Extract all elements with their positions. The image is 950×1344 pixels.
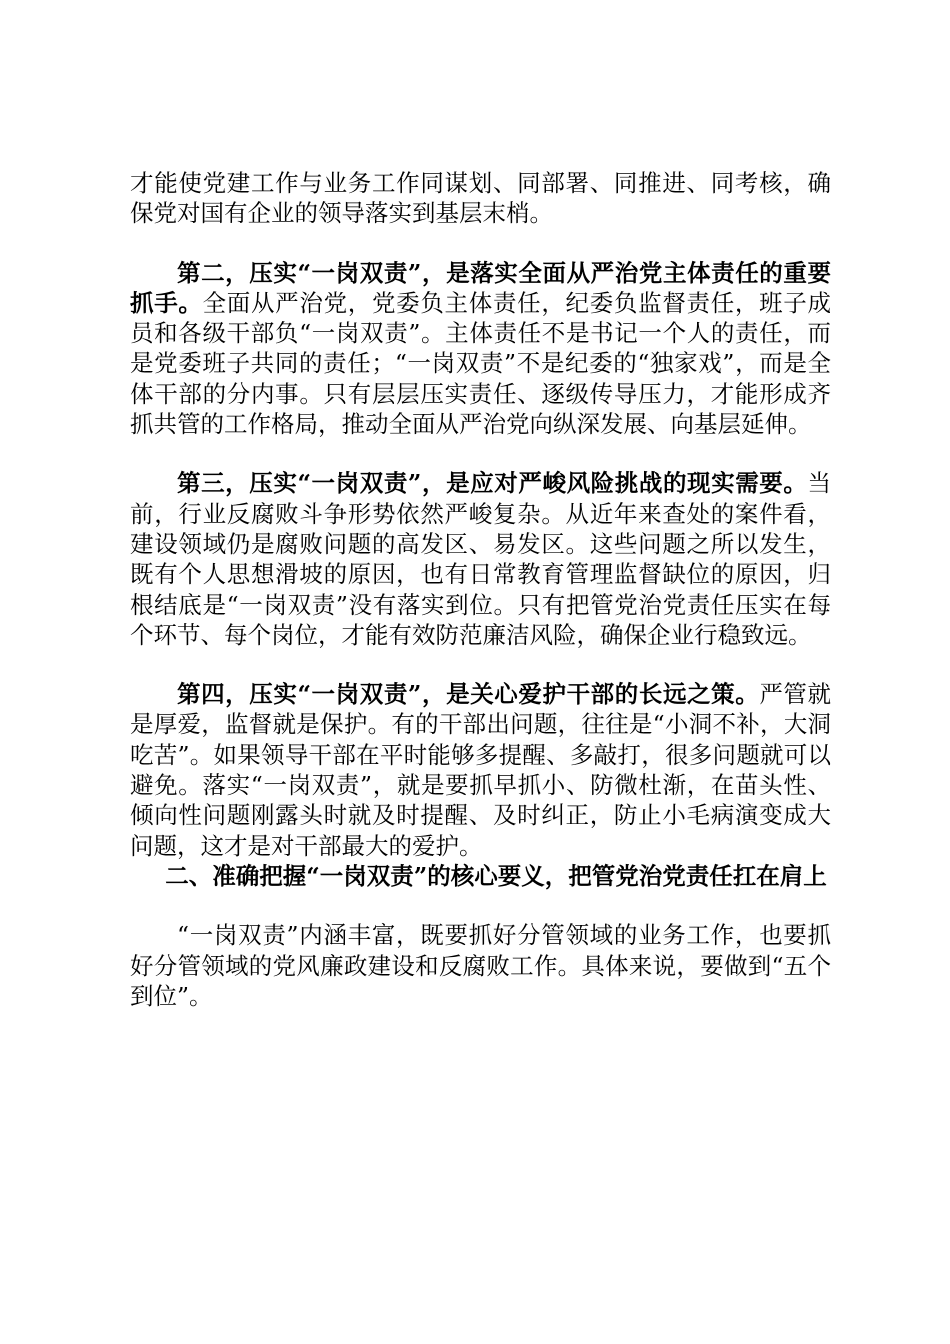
paragraph-continuation: [130, 168, 831, 229]
document-page: [130, 168, 831, 1011]
paragraph-lead: 第三，压实“一岗双责”，是应对严峻风险挑战的现实需要。: [177, 469, 808, 498]
paragraph-lead: 第二，压实“一岗双责”，是落实全面从严治党主体责任的重要抓手。: [130, 258, 831, 317]
paragraph-lead: 第四，压实“一岗双责”，是关心爱护干部的长远之策。: [177, 680, 760, 709]
section-heading: [130, 861, 831, 891]
paragraph-second-point: [130, 258, 831, 440]
paragraph-body: 当前，行业反腐败斗争形势依然严峻复杂。从近年来查处的案件看，建设领域仍是腐败问题的高发区、易发区。这些问题之所以发生，既有个人思想滑坡的原因，也有日常教育管理监督缺位的原因，归根结底是“一岗双责”没有落实到位。只有把管党治党责任压实在每个环节、每个岗位，才能有效防范廉洁风险，确保企业行稳致远。: [130, 469, 831, 649]
paragraph-text: “一岗双责”内涵丰富，既要抓好分管领域的业务工作，也要抓好分管领域的党风廉政建设和反腐败工作。具体来说，要做到“五个到位”。: [130, 921, 831, 1010]
section-heading-text: 二、准确把握“一岗双责”的核心要义，把管党治党责任扛在肩上: [165, 861, 827, 890]
paragraph-five-in-place: [130, 920, 831, 1011]
paragraph-fourth-point: [130, 679, 831, 861]
paragraph-text: 才能使党建工作与业务工作同谋划、同部署、同推进、同考核，确保党对国有企业的领导落实到基层末梢。: [130, 169, 831, 228]
paragraph-third-point: [130, 468, 831, 650]
paragraph-body: 全面从严治党，党委负主体责任，纪委负监督责任，班子成员和各级干部负“一岗双责”。主体责任不是书记一个人的责任，而是党委班子共同的责任；“一岗双责”不是纪委的“独家戏”，而是全体干部的分内事。只有层层压实责任、逐级传导压力，才能形成齐抓共管的工作格局，推动全面从严治党向纵深发展、向基层延伸。: [130, 288, 832, 439]
paragraph-body: 严管就是厚爱，监督就是保护。有的干部出问题，往往是“小洞不补，大洞吃苦”。如果领导干部在平时能够多提醒、多敲打，很多问题就可以避免。落实“一岗双责”，就是要抓早抓小、防微杜渐，在苗头性、倾向性问题刚露头时就及时提醒、及时纠正，防止小毛病演变成大问题，这才是对干部最大的爱护。: [130, 680, 831, 860]
